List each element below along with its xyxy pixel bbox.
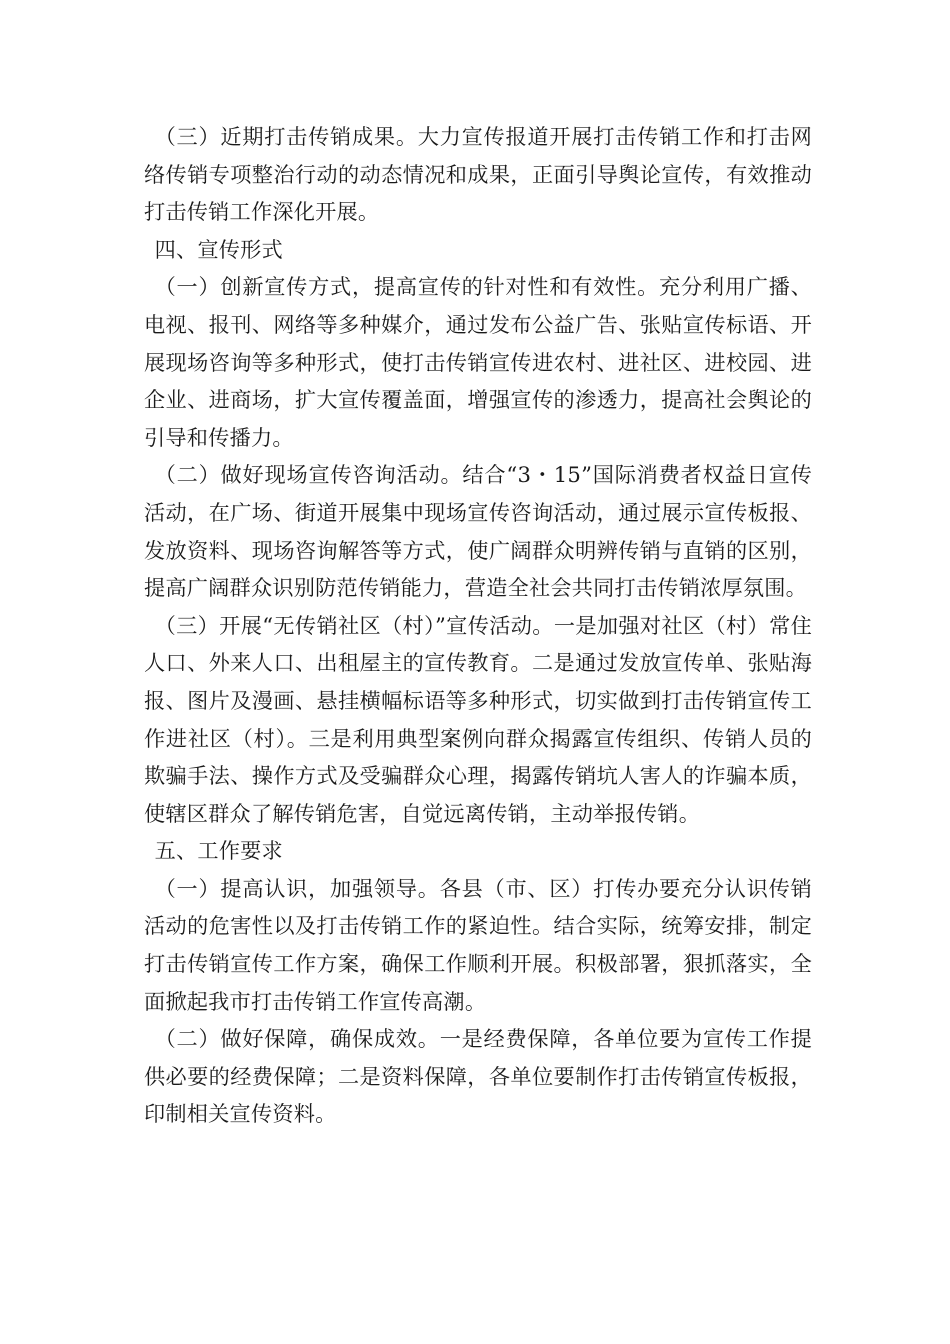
paragraph-ensure-guarantees: （二）做好保障，确保成效。一是经费保障，各单位要为宣传工作提供必要的经费保障；二是资料保障，各单位要制作打击传销宣传板报，印制相关宣传资料。 <box>144 1026 812 1127</box>
paragraph-community-campaign: （三）开展“无传销社区（村）”宣传活动。一是加强对社区（村）常住人口、外来人口、出租屋主的宣传教育。二是通过发放宣传单、张贴海报、图片及漫画、悬挂横幅标语等多种形式，切实做到打击传销宣传工作进社区（村）。三是利用典型案例向群众揭露宣传组织、传销人员的欺骗手法、操作方式及受骗群众心理，揭露传销坑人害人的诈骗本质，使辖区群众了解传销危害，自觉远离传销，主动举报传销。 <box>144 612 812 826</box>
paragraph-raise-awareness: （一）提高认识，加强领导。各县（市、区）打传办要充分认识传销活动的危害性以及打击传销工作的紧迫性。结合实际，统筹安排，制定打击传销宣传工作方案，确保工作顺利开展。积极部署，狠抓落实，全面掀起我市打击传销工作宣传高潮。 <box>144 875 812 1014</box>
section-heading-work-requirements: 五、工作要求 <box>154 838 283 864</box>
document-body <box>144 118 812 1133</box>
paragraph-onsite-consulting: （二）做好现场宣传咨询活动。结合“3・15”国际消费者权益日宣传活动，在广场、街道开展集中现场宣传咨询活动，通过展示宣传板报、发放资料、现场咨询解答等方式，使广阔群众明辨传销与直销的区别，提高广阔群众识别防范传销能力，营造全社会共同打击传销浓厚氛围。 <box>144 462 812 601</box>
paragraph-innovate-methods: （一）创新宣传方式，提高宣传的针对性和有效性。充分利用广播、电视、报刊、网络等多种媒介，通过发布公益广告、张贴宣传标语、开展现场咨询等多种形式，使打击传销宣传进农村、进社区、进校园、进企业、进商场，扩大宣传覆盖面，增强宣传的渗透力，提高社会舆论的引导和传播力。 <box>144 274 812 450</box>
section-heading-publicity-forms: 四、宣传形式 <box>154 236 283 262</box>
paragraph-recent-results: （三）近期打击传销成果。大力宣传报道开展打击传销工作和打击网络传销专项整治行动的动态情况和成果，正面引导舆论宣传，有效推动打击传销工作深化开展。 <box>144 124 812 225</box>
